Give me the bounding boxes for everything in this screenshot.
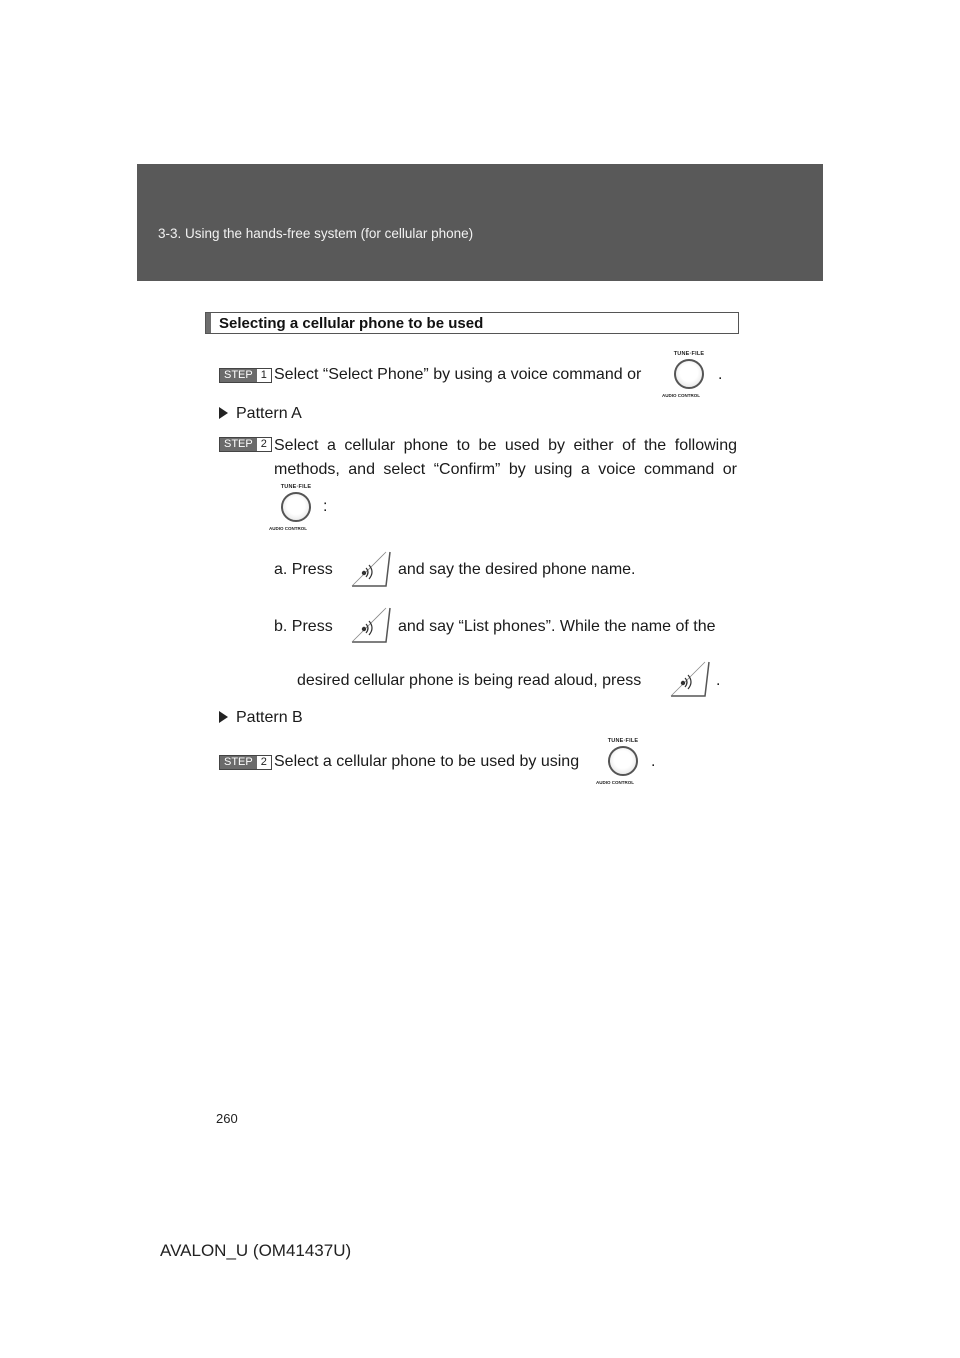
step-2b-text: Select a cellular phone to be used by using [274, 753, 580, 770]
talk-switch-icon [665, 660, 711, 698]
manual-model-code: AVALON_U (OM41437U) [160, 1241, 352, 1260]
method-b-prefix: b. Press [274, 618, 333, 635]
step-2b-badge: STEP 2 [219, 755, 272, 770]
chapter-heading: 3-3. Using the hands-free system (for cellular phone) [158, 226, 474, 241]
step-2b-period: . [651, 753, 656, 770]
method-b-line-2: desired cellular phone is being read aloud, press [297, 672, 642, 689]
talk-switch-icon [346, 550, 392, 588]
pattern-arrow-icon [219, 407, 228, 419]
tune-file-knob-icon: TUNE·FILE AUDIO CONTROL [596, 738, 639, 785]
step-2a-colon: : [323, 498, 328, 515]
step-1-badge: STEP 1 [219, 368, 272, 383]
step-2a-badge: STEP 2 [219, 437, 272, 452]
header-band [137, 164, 823, 281]
method-a-prefix: a. Press [274, 561, 333, 578]
section-accent [206, 313, 211, 333]
section-title-bar [205, 312, 739, 334]
talk-switch-icon [346, 606, 392, 644]
tune-file-knob-icon: TUNE·FILE AUDIO CONTROL [662, 351, 705, 398]
step-2a-line-2: methods, and select “Confirm” by using a voice command or [274, 461, 737, 478]
step-2a-line-1: Select a cellular phone to be used by either of the following [274, 437, 737, 454]
pattern-b-label: Pattern B [219, 709, 303, 727]
tune-file-knob-icon: TUNE·FILE AUDIO CONTROL [269, 484, 312, 531]
method-b-text: and say “List phones”. While the name of the [398, 618, 716, 635]
step-1-period: . [718, 366, 723, 383]
section-title: Selecting a cellular phone to be used [219, 315, 484, 332]
step-1-text: Select “Select Phone” by using a voice command or [274, 366, 642, 383]
method-a-text: and say the desired phone name. [398, 561, 636, 578]
method-b-period: . [716, 672, 721, 689]
pattern-a-label: Pattern A [219, 405, 302, 423]
page-number: 260 [216, 1111, 238, 1126]
pattern-arrow-icon [219, 711, 228, 723]
